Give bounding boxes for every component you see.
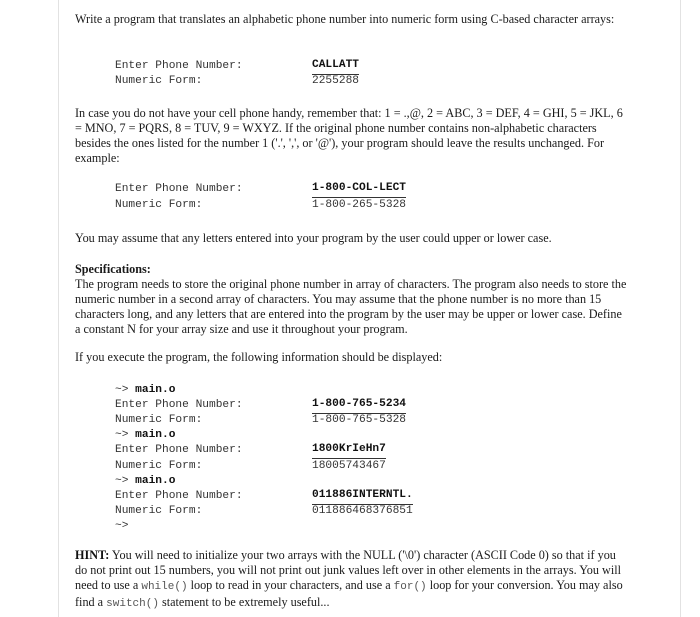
keyword-while: while(): [141, 581, 188, 593]
session-prompt-line: [115, 474, 175, 489]
prompt-symbol: ~>: [115, 429, 129, 441]
command-text: main.o: [135, 475, 176, 487]
example1-input-label: Enter Phone Number:: [115, 60, 243, 72]
mapping-paragraph: In case you do not have your cell phone handy, remember that: 1 = .,@, 2 = ABC, 3 = DEF, 4 = GHI, 5 = JKL, 6 = MNO, 7 = PQRS, 8 = TUV, 9 = WXYZ. If the original phone number contains non-alphabetic characters besides the ones listed for the number 1 ('.', ',', or '@'), your program should leave the results unchanged. For example:: [75, 106, 623, 165]
example1-input-value: CALLATT: [312, 58, 359, 75]
run3-output-label: Numeric Form:: [115, 505, 203, 517]
prompt-symbol: ~>: [115, 384, 129, 396]
session-prompt-line: [115, 383, 175, 398]
example2-input-value: 1-800-COL-LECT: [312, 181, 406, 198]
prompt-symbol: ~>: [115, 475, 129, 487]
example2-output-label: Numeric Form:: [115, 199, 203, 211]
run1-input-label: Enter Phone Number:: [115, 399, 243, 411]
example2-input-label: Enter Phone Number:: [115, 183, 243, 195]
session-prompt-line: [115, 428, 175, 443]
run3-input-label: Enter Phone Number:: [115, 490, 243, 502]
hint-part3: loop for your conversion. You may also find a: [75, 578, 623, 609]
run3-input-value: 011886INTERNTL.: [312, 488, 413, 505]
example1-output-value: 2255288: [312, 75, 359, 87]
run1-input-value: 1-800-765-5234: [312, 397, 406, 414]
keyword-for: for(): [393, 581, 427, 593]
run2-output-value: 18005743467: [312, 460, 386, 472]
run2-input-label: Enter Phone Number:: [115, 444, 243, 456]
run3-output-value: 011886468376851: [312, 505, 413, 517]
specs-heading: Specifications:: [75, 262, 151, 276]
command-text: main.o: [135, 384, 176, 396]
example2-output-value: 1-800-265-5328: [312, 199, 406, 211]
run2-output-label: Numeric Form:: [115, 460, 203, 472]
case-note: You may assume that any letters entered into your program by the user could upper or lower case.: [75, 231, 552, 245]
hint-lead: HINT:: [75, 548, 110, 562]
hint-part1: You will need to initialize your two arrays with the NULL ('\0') character (ASCII Code 0) so that if you do not print out 15 numbers, you will not print out junk values left over in other elements in the arrays. You will need to use a: [75, 548, 621, 592]
hint-part4: statement to be extremely useful...: [162, 595, 330, 609]
specs-body: The program needs to store the original phone number in array of characters. The program also needs to store the numeric number in a second array of characters. You may assume that the phone number is no more than 15 characters long, and any letters that are entered into the program by the user may be upper or lower case. Define a constant N for your array size and use it throughout your program.: [75, 277, 627, 336]
run1-output-value: 1-800-765-5328: [312, 414, 406, 426]
example1-output-label: Numeric Form:: [115, 75, 203, 87]
display-intro: If you execute the program, the following information should be displayed:: [75, 350, 443, 364]
hint-part2: loop to read in your characters, and use a: [190, 578, 391, 592]
final-prompt: ~>: [115, 520, 129, 532]
intro-text: Write a program that translates an alphabetic phone number into numeric form using C-based character arrays:: [75, 12, 615, 26]
hint-paragraph: [75, 548, 627, 612]
command-text: main.o: [135, 429, 176, 441]
run2-input-value: 1800KrIeHn7: [312, 442, 386, 459]
keyword-switch: switch(): [106, 598, 159, 610]
run1-output-label: Numeric Form:: [115, 414, 203, 426]
